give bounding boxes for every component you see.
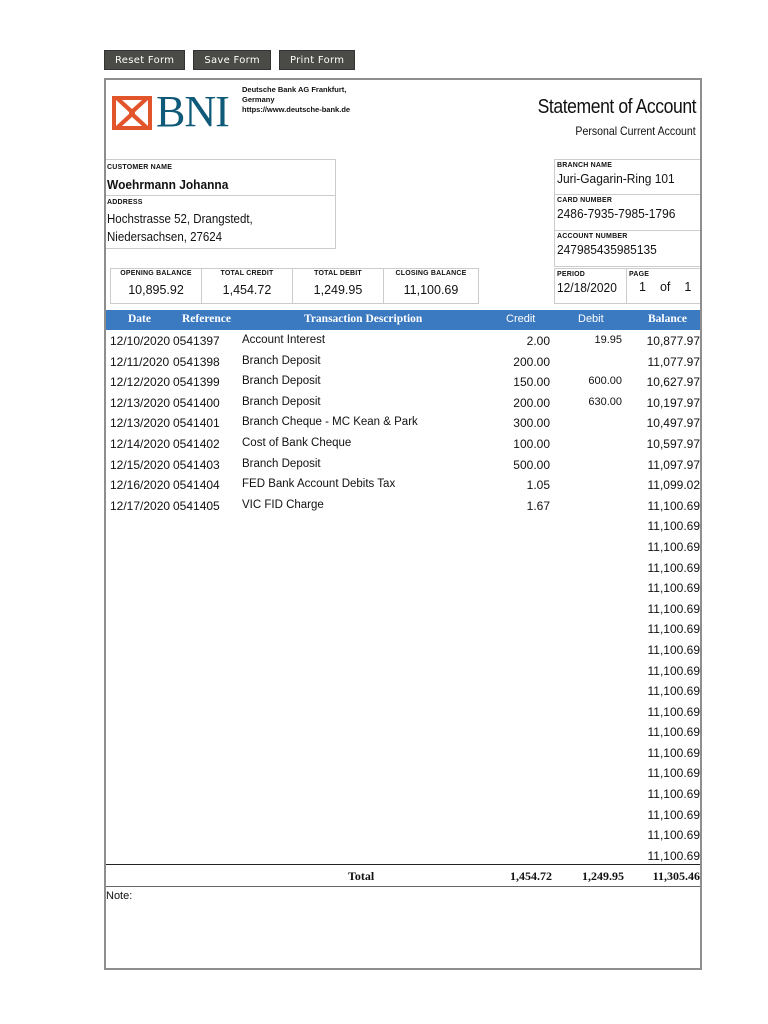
table-row bbox=[106, 681, 700, 702]
form-toolbar bbox=[104, 50, 355, 70]
balance-summary bbox=[110, 268, 479, 304]
row-balance[interactable]: 11,099.02 bbox=[647, 478, 700, 493]
row-description[interactable]: Branch Deposit bbox=[242, 354, 321, 367]
row-credit[interactable]: 300.00 bbox=[513, 416, 550, 431]
row-description[interactable]: Branch Deposit bbox=[242, 395, 321, 408]
row-reference[interactable]: 0541405 bbox=[173, 498, 220, 513]
table-row bbox=[106, 805, 700, 826]
row-balance[interactable]: 11,100.69 bbox=[647, 519, 700, 534]
row-description[interactable]: FED Bank Account Debits Tax bbox=[242, 478, 396, 491]
opening-balance-label: OPENING BALANCE bbox=[120, 270, 192, 277]
statement-title: Statement of Account bbox=[537, 96, 696, 118]
row-balance[interactable]: 11,100.69 bbox=[647, 663, 700, 678]
row-balance[interactable]: 10,627.97 bbox=[646, 375, 700, 390]
row-reference[interactable]: 0541404 bbox=[173, 478, 220, 493]
row-balance[interactable]: 10,597.97 bbox=[646, 436, 700, 451]
row-date[interactable]: 12/10/2020 bbox=[110, 334, 171, 348]
total-credit-field[interactable]: 1,454.72 bbox=[222, 283, 272, 297]
row-balance[interactable]: 11,100.69 bbox=[647, 745, 700, 760]
row-balance[interactable]: 11,100.69 bbox=[647, 848, 700, 863]
reset-form-button[interactable]: Reset Form bbox=[104, 50, 185, 70]
total-debit-value: 1,249.95 bbox=[582, 869, 624, 883]
page-label: PAGE bbox=[629, 271, 650, 278]
print-form-button[interactable]: Print Form bbox=[279, 50, 355, 70]
customer-name-field[interactable]: Woehrmann Johanna bbox=[107, 177, 229, 192]
bank-address bbox=[242, 85, 372, 115]
bank-country-line: Germany bbox=[242, 95, 275, 104]
row-reference[interactable]: 0541403 bbox=[173, 457, 220, 472]
row-debit[interactable]: 19.95 bbox=[594, 334, 622, 346]
customer-info-box bbox=[106, 159, 336, 249]
table-row bbox=[106, 352, 700, 373]
row-description[interactable]: Branch Deposit bbox=[242, 457, 321, 470]
total-credit-label: TOTAL CREDIT bbox=[220, 270, 274, 277]
row-date[interactable]: 12/12/2020 bbox=[110, 375, 171, 390]
row-balance[interactable]: 11,097.97 bbox=[647, 457, 700, 472]
row-balance[interactable]: 10,877.97 bbox=[646, 334, 700, 348]
table-row bbox=[106, 331, 700, 352]
bank-name-line: Deutsche Bank AG Frankfurt, bbox=[242, 85, 347, 94]
row-balance[interactable]: 11,100.69 bbox=[647, 704, 700, 719]
table-row bbox=[106, 578, 700, 599]
row-debit[interactable]: 600.00 bbox=[588, 375, 622, 388]
row-balance[interactable]: 11,100.69 bbox=[647, 684, 700, 699]
transactions-list bbox=[106, 331, 700, 866]
row-date[interactable]: 12/14/2020 bbox=[110, 436, 171, 451]
row-date[interactable]: 12/15/2020 bbox=[110, 457, 171, 472]
row-credit[interactable]: 100.00 bbox=[513, 436, 550, 451]
closing-balance-field[interactable]: 11,100.69 bbox=[403, 283, 459, 297]
row-balance[interactable]: 11,100.69 bbox=[647, 560, 700, 575]
page-total: 1 bbox=[684, 280, 692, 294]
row-date[interactable]: 12/17/2020 bbox=[110, 498, 171, 513]
row-balance[interactable]: 11,100.69 bbox=[647, 498, 700, 513]
col-credit-header: Credit bbox=[506, 313, 536, 325]
total-credit-value: 1,454.72 bbox=[510, 869, 552, 883]
closing-balance-label: CLOSING BALANCE bbox=[395, 270, 467, 277]
period-field[interactable]: 12/18/2020 bbox=[557, 280, 617, 295]
total-label: Total bbox=[348, 869, 375, 883]
row-balance[interactable]: 11,100.69 bbox=[647, 787, 700, 802]
table-row bbox=[106, 434, 700, 455]
period-page-box bbox=[554, 268, 700, 304]
page-of-text: of bbox=[659, 280, 671, 294]
table-row bbox=[106, 537, 700, 558]
row-balance[interactable]: 11,100.69 bbox=[647, 807, 700, 822]
row-description[interactable]: Branch Cheque - MC Kean & Park bbox=[242, 416, 418, 429]
row-description[interactable]: Account Interest bbox=[242, 334, 326, 346]
row-balance[interactable]: 11,100.69 bbox=[647, 539, 700, 554]
col-reference-header: Reference bbox=[182, 313, 231, 325]
row-credit[interactable]: 200.00 bbox=[513, 395, 550, 410]
table-row bbox=[106, 743, 700, 764]
row-date[interactable]: 12/13/2020 bbox=[110, 395, 171, 410]
row-debit[interactable]: 630.00 bbox=[588, 395, 622, 408]
table-row bbox=[106, 599, 700, 620]
row-balance[interactable]: 11,100.69 bbox=[647, 828, 700, 843]
row-reference[interactable]: 0541402 bbox=[173, 436, 220, 451]
row-credit[interactable]: 1.67 bbox=[526, 498, 550, 513]
table-row bbox=[106, 661, 700, 682]
branch-name-field[interactable]: Juri-Gagarin-Ring 101 bbox=[557, 171, 675, 186]
branch-name-cell bbox=[554, 159, 700, 195]
row-description[interactable]: VIC FID Charge bbox=[242, 498, 324, 511]
row-balance[interactable]: 11,077.97 bbox=[647, 354, 700, 369]
total-debit-field[interactable]: 1,249.95 bbox=[313, 283, 363, 297]
table-row bbox=[106, 784, 700, 805]
table-row bbox=[106, 393, 700, 414]
account-number-label: ACCOUNT NUMBER bbox=[557, 233, 628, 240]
row-balance[interactable]: 11,100.69 bbox=[647, 601, 700, 616]
bni-logo-mark-icon bbox=[112, 94, 152, 134]
address-line-1[interactable]: Hochstrasse 52, Drangstedt, bbox=[107, 212, 253, 226]
row-reference[interactable]: 0541398 bbox=[173, 354, 220, 369]
table-row bbox=[106, 455, 700, 476]
note-label: Note: bbox=[106, 890, 133, 902]
row-reference[interactable]: 0541401 bbox=[173, 416, 220, 431]
table-row bbox=[106, 372, 700, 393]
save-form-button[interactable]: Save Form bbox=[193, 50, 271, 70]
page-number[interactable]: 1 bbox=[639, 280, 646, 294]
row-credit[interactable]: 200.00 bbox=[513, 354, 550, 369]
table-row bbox=[106, 619, 700, 640]
row-date[interactable]: 12/16/2020 bbox=[110, 478, 171, 493]
branch-info-box bbox=[554, 159, 700, 267]
row-balance[interactable]: 10,197.97 bbox=[646, 395, 700, 410]
row-reference[interactable]: 0541399 bbox=[173, 375, 220, 390]
col-description-header: Transaction Description bbox=[304, 313, 423, 325]
table-row bbox=[106, 702, 700, 723]
table-row bbox=[106, 722, 700, 743]
bank-website-line: https://www.deutsche-bank.de bbox=[242, 105, 351, 114]
row-balance[interactable]: 10,497.97 bbox=[646, 416, 700, 431]
note-area[interactable] bbox=[106, 886, 700, 966]
col-debit-header: Debit bbox=[578, 313, 604, 325]
opening-balance-cell bbox=[110, 268, 201, 304]
total-debit-cell bbox=[292, 268, 383, 304]
table-row bbox=[106, 825, 700, 846]
col-balance-header: Balance bbox=[648, 313, 687, 325]
row-description[interactable]: Branch Deposit bbox=[242, 375, 321, 388]
row-reference[interactable]: 0541397 bbox=[173, 334, 220, 348]
table-row bbox=[106, 496, 700, 517]
account-number-cell bbox=[554, 231, 700, 267]
period-cell bbox=[554, 268, 626, 304]
table-row bbox=[106, 558, 700, 579]
row-description[interactable]: Cost of Bank Cheque bbox=[242, 436, 352, 449]
row-reference[interactable]: 0541400 bbox=[173, 395, 220, 410]
customer-name-label: CUSTOMER NAME bbox=[107, 164, 173, 171]
table-row bbox=[106, 475, 700, 496]
row-balance[interactable]: 11,100.69 bbox=[647, 581, 700, 596]
row-credit[interactable]: 1.05 bbox=[526, 478, 550, 493]
statement-sheet bbox=[104, 78, 702, 970]
card-number-label: CARD NUMBER bbox=[557, 197, 613, 204]
row-date[interactable]: 12/11/2020 bbox=[110, 354, 170, 369]
col-date-header: Date bbox=[128, 313, 151, 325]
row-balance[interactable]: 11,100.69 bbox=[647, 766, 700, 781]
row-credit[interactable]: 150.00 bbox=[513, 375, 550, 390]
row-date[interactable]: 12/13/2020 bbox=[110, 416, 171, 431]
table-row bbox=[106, 640, 700, 661]
page-cell bbox=[626, 268, 700, 304]
card-number-cell bbox=[554, 195, 700, 231]
card-number-field[interactable]: 2486-7935-7985-1796 bbox=[557, 206, 676, 221]
row-credit[interactable]: 2.00 bbox=[526, 334, 550, 348]
table-row bbox=[106, 516, 700, 537]
row-credit[interactable]: 500.00 bbox=[513, 457, 550, 472]
bank-logo bbox=[112, 87, 236, 136]
opening-balance-field[interactable]: 10,895.92 bbox=[128, 283, 184, 297]
table-row bbox=[106, 763, 700, 784]
logo-wordmark: BNI bbox=[156, 87, 229, 136]
transactions-header bbox=[106, 310, 700, 330]
address-line-2[interactable]: Niedersachsen, 27624 bbox=[107, 230, 223, 244]
account-number-field[interactable]: 247985435985135 bbox=[557, 242, 657, 257]
total-debit-label: TOTAL DEBIT bbox=[314, 270, 362, 277]
row-balance[interactable]: 11,100.69 bbox=[647, 642, 700, 657]
period-label: PERIOD bbox=[557, 271, 586, 278]
row-balance[interactable]: 11,100.69 bbox=[647, 622, 700, 637]
row-balance[interactable]: 11,100.69 bbox=[647, 725, 700, 740]
total-credit-cell bbox=[201, 268, 292, 304]
closing-balance-cell bbox=[383, 268, 479, 304]
branch-name-label: BRANCH NAME bbox=[557, 162, 613, 169]
total-balance-value: 11,305.46 bbox=[652, 869, 700, 883]
statement-subtitle: Personal Current Account bbox=[575, 124, 696, 138]
address-label: ADDRESS bbox=[107, 199, 143, 206]
table-row bbox=[106, 413, 700, 434]
totals-row bbox=[106, 864, 700, 886]
